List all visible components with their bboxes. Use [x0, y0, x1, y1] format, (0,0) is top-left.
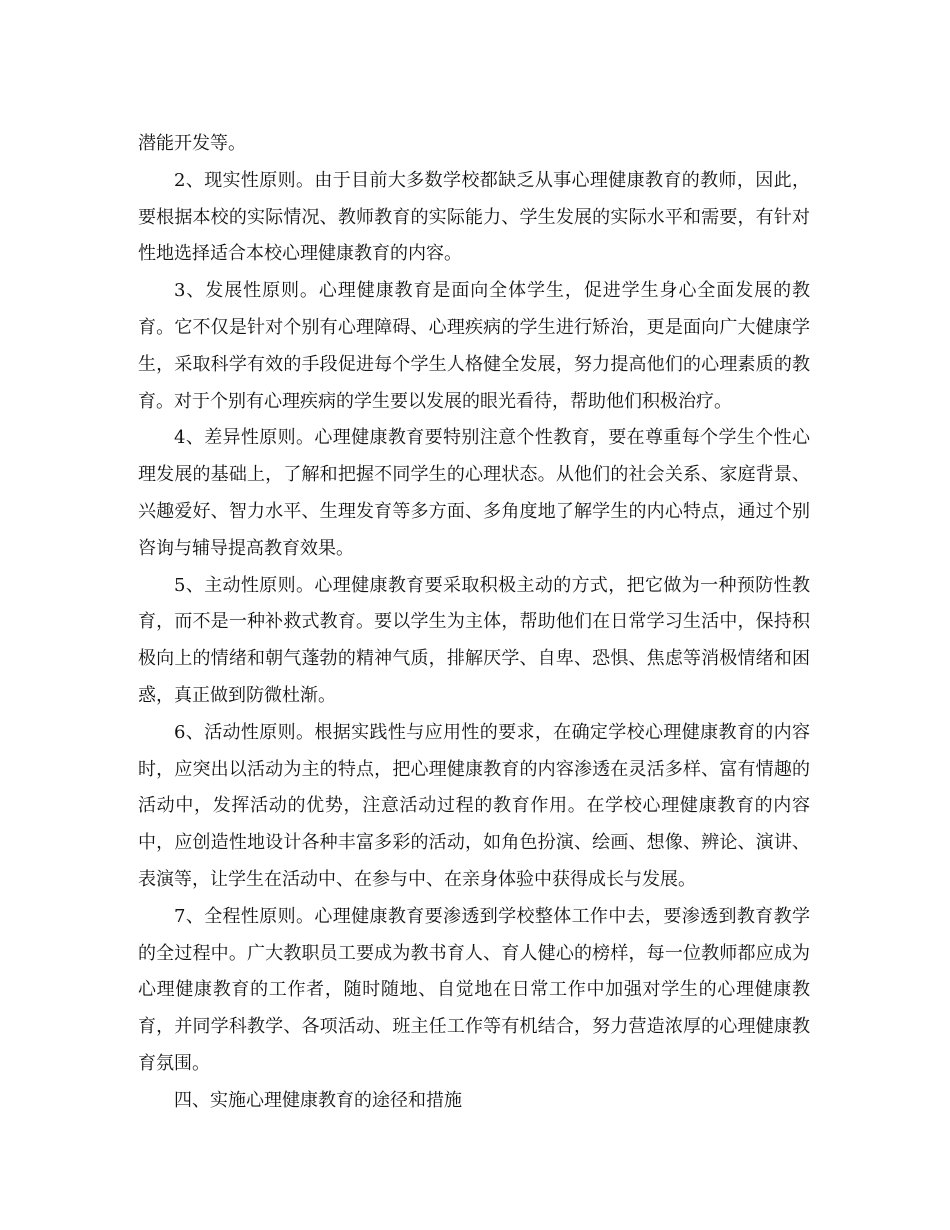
paragraph-reality-principle: 2、现实性原则。由于目前大多数学校都缺乏从事心理健康教育的教师，因此，要根据本校的实际情况、教师教育的实际能力、学生发展的实际水平和需要，有针对性地选择适合本校心理健康教育的内容。 — [138, 169, 810, 265]
section-heading: 四、实施心理健康教育的途径和措施 — [174, 1089, 462, 1111]
paragraph-activity-principle: 6、活动性原则。根据实践性与应用性的要求，在确定学校心理健康教育的内容时，应突出以活动为主的特点，把心理健康教育的内容渗透在灵活多样、富有情趣的活动中，发挥活动的优势，注意活动过程的教育作用。在学校心理健康教育的内容中，应创造性地设计各种丰富多彩的活动，如角色扮演、绘画、想像、辨论、演讲、表演等，让学生在活动中、在参与中、在亲身体验中获得成长与发展。 — [138, 721, 810, 890]
paragraph-whole-process-principle: 7、全程性原则。心理健康教育要渗透到学校整体工作中去，要渗透到教育教学的全过程中。广大教职员工要成为教书育人、育人健心的榜样，每一位教师都应成为心理健康教育的工作者，随时随地、自觉地在日常工作中加强对学生的心理健康教育，并同学科教学、各项活动、班主任工作等有机结合，努力营造浓厚的心理健康教育氛围。 — [138, 905, 810, 1074]
document-body — [138, 126, 810, 1120]
paragraph-continuation: 潜能开发等。 — [138, 133, 246, 154]
paragraph-difference-principle: 4、差异性原则。心理健康教育要特别注意个性教育，要在尊重每个学生个性心理发展的基础上，了解和把握不同学生的心理状态。从他们的社会关系、家庭背景、兴趣爱好、智力水平、生理发育等多方面、多角度地了解学生的内心特点，通过个别咨询与辅导提高教育效果。 — [138, 427, 810, 559]
paragraph-development-principle: 3、发展性原则。心理健康教育是面向全体学生，促进学生身心全面发展的教育。它不仅是针对个别有心理障碍、心理疾病的学生进行矫治，更是面向广大健康学生，采取科学有效的手段促进每个学生人格健全发展，努力提高他们的心理素质的教育。对于个别有心理疾病的学生要以发展的眼光看待，帮助他们积极治疗。 — [138, 280, 810, 412]
paragraph-initiative-principle: 5、主动性原则。心理健康教育要采取积极主动的方式，把它做为一种预防性教育，而不是一种补救式教育。要以学生为主体，帮助他们在日常学习生活中，保持积极向上的情绪和朝气蓬勃的精神气质，排解厌学、自卑、恐惧、焦虑等消极情绪和困惑，真正做到防微杜渐。 — [138, 574, 810, 706]
